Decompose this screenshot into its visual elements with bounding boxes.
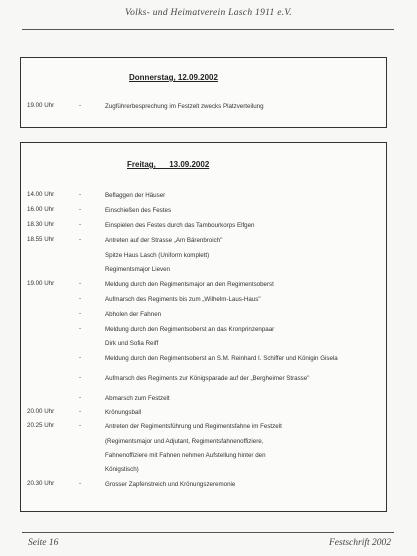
row-description: Meldung durch den Regimentsoberst an S.M. Reinhard I. Schiffer und Königin Gisela <box>105 355 338 362</box>
row-time: 18.55 Uhr <box>27 236 55 243</box>
row-description: Dirk und Sofia Reiff <box>105 340 159 347</box>
row-time: 14.00 Uhr <box>27 191 55 198</box>
row-description: Meldung durch den Regimentsmajor an den Regimentsoberst <box>105 281 274 288</box>
row-time: 20.30 Uhr <box>27 480 55 487</box>
row-time: 20.00 Uhr <box>27 408 55 415</box>
row-dash: - <box>79 480 82 487</box>
publication-name: Festschrift 2002 <box>328 538 391 548</box>
row-description: Einschießen des Festes <box>105 207 172 214</box>
row-dash: - <box>79 354 82 361</box>
row-time: 19.00 Uhr <box>27 102 55 109</box>
row-dash: - <box>79 236 82 243</box>
footer-rule <box>22 532 394 533</box>
schedule-box-friday <box>20 142 387 512</box>
page-header: Volks- und Heimatverein Lasch 1911 e.V. <box>125 8 292 18</box>
row-description: Abholen der Fahnen <box>105 311 162 318</box>
row-description: Abmarsch zum Festzelt <box>105 395 170 402</box>
row-dash: - <box>79 221 82 228</box>
day-title: Freitag, 13.09.2002 <box>127 160 210 169</box>
row-dash: - <box>79 408 82 415</box>
row-description: Antreten auf der Strasse „Am Bärenbroich" <box>105 237 223 244</box>
row-dash: - <box>79 394 82 401</box>
row-dash: - <box>79 280 82 287</box>
row-description: Königstisch) <box>105 466 139 473</box>
row-description: Grosser Zapfenstreich und Krönungszeremonie <box>105 481 236 488</box>
row-description: Antreten der Regimentsführung und Regimentsfahne im Festzelt <box>105 423 282 430</box>
row-time: 20.25 Uhr <box>27 422 55 429</box>
row-description: Meldung durch den Regimentsoberst an das Kronprinzenpaar <box>105 326 275 333</box>
row-description: Einspielen des Festes durch das Tambourkorps Elfgen <box>105 222 255 229</box>
row-dash: - <box>79 325 82 332</box>
row-description: Aufmarsch des Regiments bis zum „Wilhelm-Laus-Haus" <box>105 296 261 303</box>
row-dash: - <box>79 102 82 109</box>
schedule-box-thursday <box>20 57 387 128</box>
page-number: Seite 16 <box>28 538 59 548</box>
row-time: 19.00 Uhr <box>27 280 55 287</box>
row-description: Spitze Haus Lasch (Uniform komplett) <box>105 252 210 259</box>
row-dash: - <box>79 206 82 213</box>
row-dash: - <box>79 295 82 302</box>
row-description: Krönungsball <box>105 409 142 416</box>
row-dash: - <box>79 310 82 317</box>
row-dash: - <box>79 191 82 198</box>
row-description: Fahnenoffiziere mit Fahnen nehmen Aufstellung hinter den <box>105 452 266 459</box>
row-time: 18.30 Uhr <box>27 221 55 228</box>
row-dash: - <box>79 374 82 381</box>
row-description: Aufmarsch des Regiments zur Königsparade auf der „Bergheimer Strasse" <box>105 375 310 382</box>
row-description: (Regimentsmajor und Adjutant, Regimentsfahnenoffiziere, <box>105 438 264 445</box>
row-dash: - <box>79 422 82 429</box>
row-description: Beflaggen der Häuser <box>105 192 166 199</box>
row-description: Zugführerbesprechung im Festzelt zwecks Platzverteilung <box>105 103 264 110</box>
header-rule <box>22 29 394 30</box>
row-time: 16.00 Uhr <box>27 206 55 213</box>
row-description: Regimentsmajor Lieven <box>105 266 170 273</box>
day-title: Donnerstag, 12.09.2002 <box>129 73 218 82</box>
